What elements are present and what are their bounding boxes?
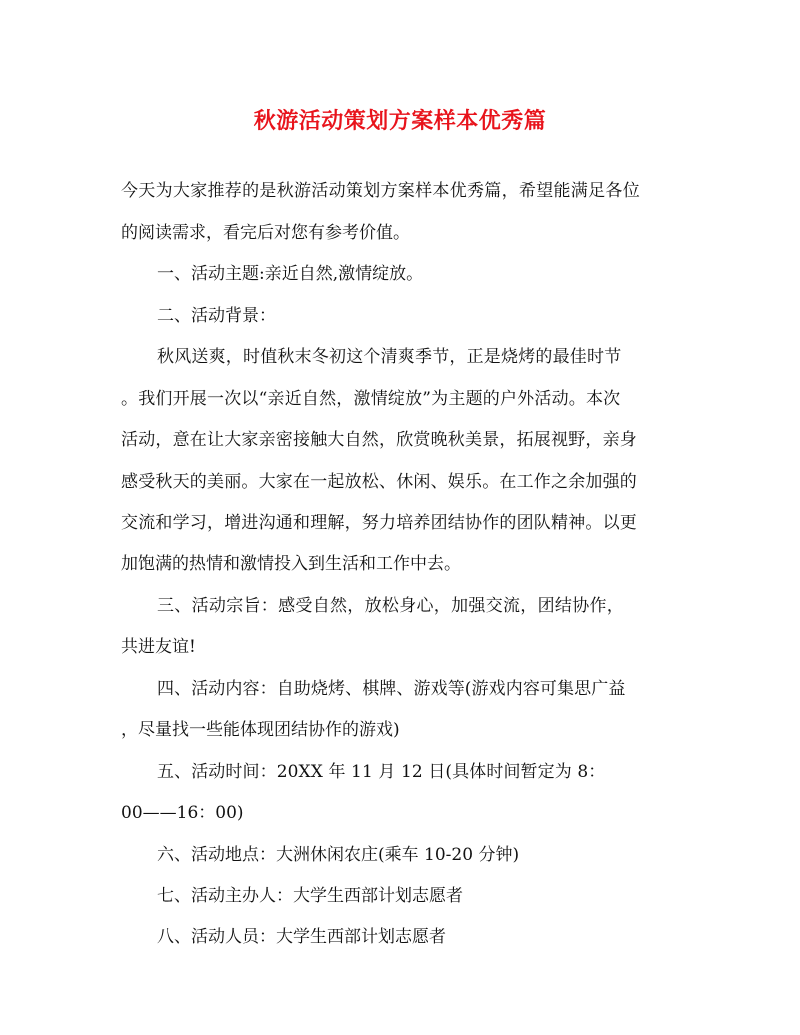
section-theme: 一、活动主题:亲近自然,激情绽放。 xyxy=(157,264,424,284)
section-time-line-1: 五、活动时间：20XX 年 11 月 12 日(具体时间暂定为 8： xyxy=(157,762,606,782)
background-line-3: 活动，意在让大家亲密接触大自然，欣赏晚秋美景，拓展视野，亲身 xyxy=(121,430,637,450)
section-time-line-2: 00——16：00) xyxy=(121,803,244,823)
intro-line-2: 的阅读需求，看完后对您有参考价值。 xyxy=(121,223,410,243)
section-content-line-1: 四、活动内容：自助烧烤、棋牌、游戏等(游戏内容可集思广益 xyxy=(157,679,626,699)
section-location: 六、活动地点：大洲休闲农庄(乘车 10-20 分钟) xyxy=(157,845,520,865)
section-purpose-line-1: 三、活动宗旨：感受自然，放松身心，加强交流，团结协作， xyxy=(157,596,625,616)
background-line-2: 。我们开展一次以“亲近自然，激情绽放”为主题的户外活动。本次 xyxy=(121,389,621,409)
section-background-heading: 二、活动背景： xyxy=(157,306,276,326)
section-content-line-2: ，尽量找一些能体现团结协作的游戏) xyxy=(121,720,400,740)
background-line-6: 加饱满的热情和激情投入到生活和工作中去。 xyxy=(121,554,461,574)
section-participants: 八、活动人员：大学生西部计划志愿者 xyxy=(157,927,446,947)
document-title: 秋游活动策划方案样本优秀篇 xyxy=(253,108,547,134)
section-organizer: 七、活动主办人：大学生西部计划志愿者 xyxy=(157,886,463,906)
intro-line-1: 今天为大家推荐的是秋游活动策划方案样本优秀篇，希望能满足各位 xyxy=(121,181,640,201)
background-line-5: 交流和学习，增进沟通和理解，努力培养团结协作的团队精神。以更 xyxy=(121,513,637,533)
background-line-1: 秋风送爽，时值秋末冬初这个清爽季节，正是烧烤的最佳时节 xyxy=(157,347,622,367)
section-purpose-line-2: 共进友谊! xyxy=(121,637,196,657)
background-line-4: 感受秋天的美丽。大家在一起放松、休闲、娱乐。在工作之余加强的 xyxy=(121,472,637,492)
